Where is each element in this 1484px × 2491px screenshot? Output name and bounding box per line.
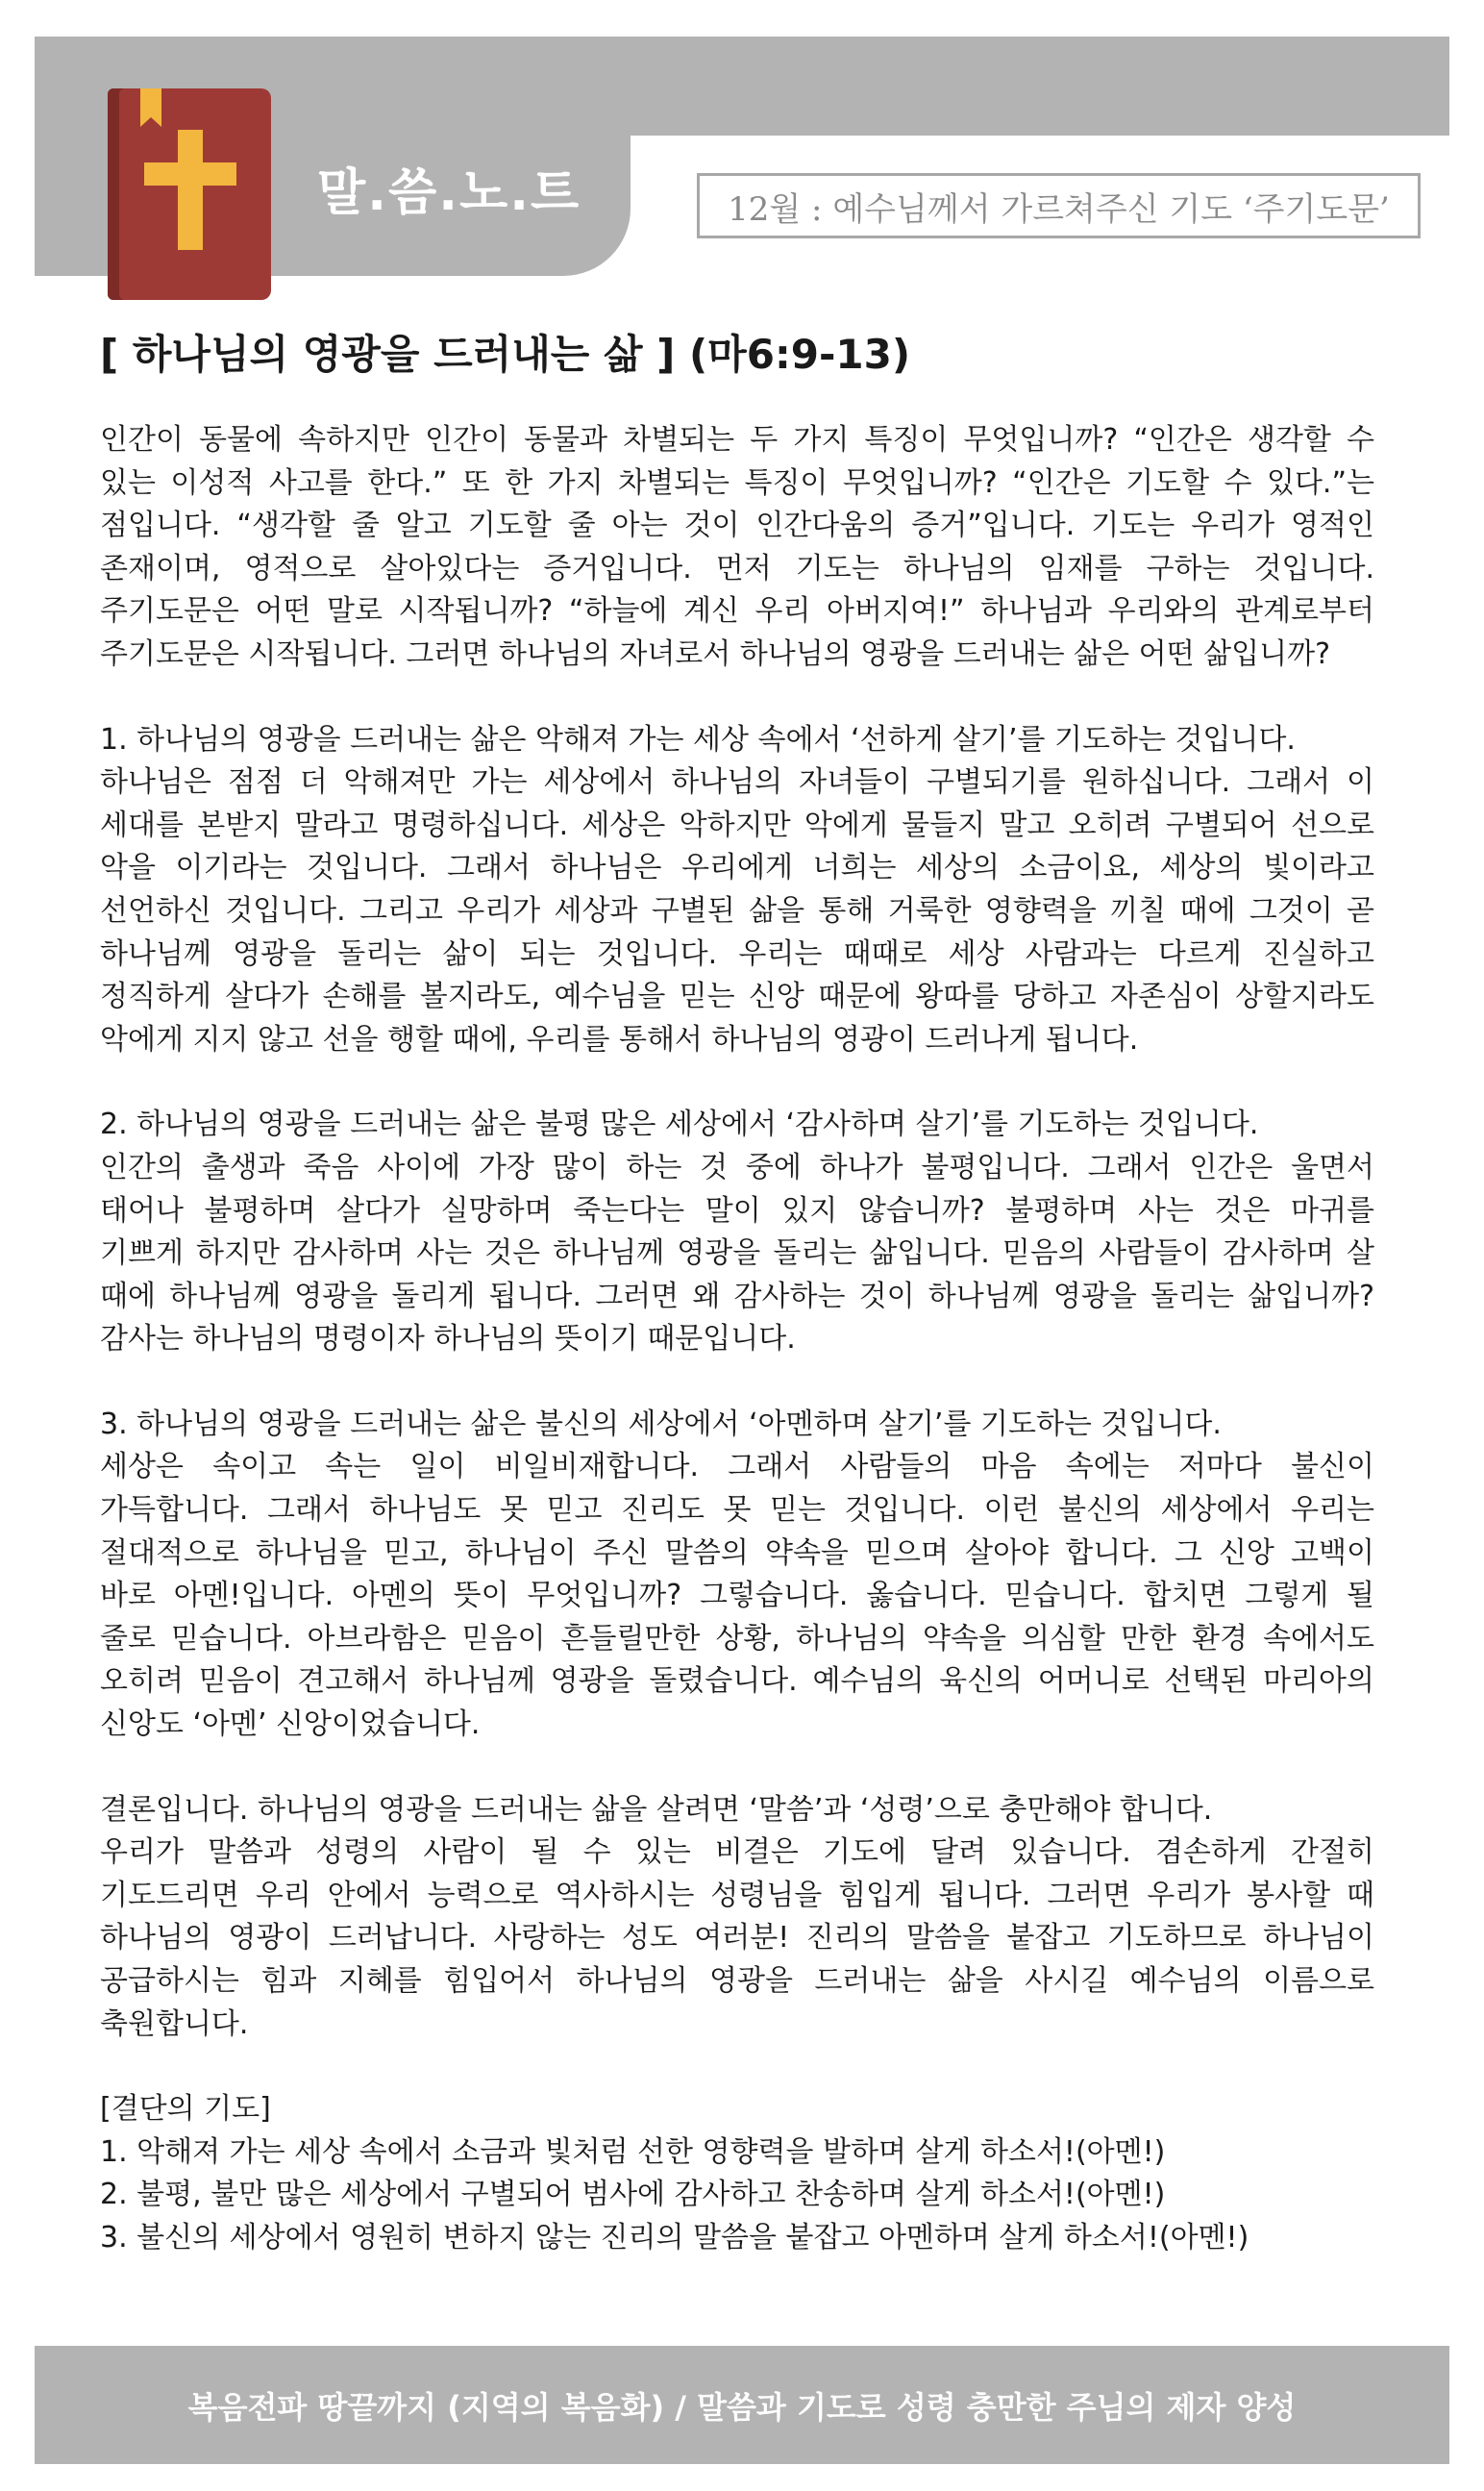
prayer-item: 1. 악해져 가는 세상 속에서 소금과 빛처럼 선한 영향력을 발하며 살게 하소서!(아멘!) (100, 2134, 1166, 2169)
paragraph-line: 오히려 믿음이 견고해서 하나님께 영광을 돌렸습니다. 예수님의 육신의 어머니로 선택된 마리아의 (100, 1664, 1374, 1699)
paragraph-line: 우리가 말씀과 성령의 사람이 될 수 있는 비결은 기도에 달려 있습니다. 겸손하게 간절히 (100, 1835, 1374, 1870)
paragraph-line: 악에게 지지 않고 선을 행할 때에, 우리를 통해서 하나님의 영광이 드러나게 됩니다. (100, 1022, 1139, 1057)
paragraph-line: 가득합니다. 그래서 하나님도 못 믿고 진리도 못 믿는 것입니다. 이런 불신의 세상에서 우리는 (100, 1493, 1374, 1528)
point-heading: 2. 하나님의 영광을 드러내는 삶은 불평 많은 세상에서 ‘감사하며 살기’를 기도하는 것입니다. (100, 1108, 1259, 1142)
paragraph-line: 태어나 불평하며 살다가 실망하며 죽는다는 말이 있지 않습니까? 불평하며 사는 것은 마귀를 (100, 1193, 1374, 1228)
paragraph-line: 세대를 본받지 말라고 명령하십니다. 세상은 악하지만 악에게 물들지 말고 오히려 구별되어 선으로 (100, 808, 1374, 842)
month-theme-label: 12월 : 예수님께서 가르쳐주신 기도 ‘주기도문’ (697, 173, 1421, 238)
point-heading: 결론입니다. 하나님의 영광을 드러내는 삶을 살려면 ‘말씀’과 ‘성령’으로 충만해야 합니다. (100, 1792, 1213, 1827)
paragraph-line: 점입니다. “생각할 줄 알고 기도할 줄 아는 것이 인간다움의 증거”입니다. 기도는 우리가 영적인 (100, 509, 1374, 543)
prayer-item: 2. 불평, 불만 많은 세상에서 구별되어 범사에 감사하고 찬송하며 살게 하소서!(아멘!) (100, 2178, 1166, 2212)
point-3-paragraph (100, 1404, 1374, 1747)
paragraph-line: 때에 하나님께 영광을 돌리게 됩니다. 그러면 왜 감사하는 것이 하나님께 영광을 돌리는 삶입니까? (100, 1279, 1374, 1313)
paragraph-line: 기쁘게 하지만 감사하며 사는 것은 하나님께 영광을 돌리는 삶입니다. 믿음의 사람들이 감사하며 살 (100, 1236, 1374, 1271)
paragraph-line: 축원합니다. (100, 2006, 249, 2041)
paragraph-line: 하나님께 영광을 돌리는 삶이 되는 것입니다. 우리는 때때로 세상 사람과는 다르게 진실하고 (100, 936, 1374, 971)
bookmark-icon (140, 88, 161, 127)
paragraph-line: 존재이며, 영적으로 살아있다는 증거입니다. 먼저 기도는 하나님의 임재를 구하는 것입니다. (100, 551, 1374, 585)
paragraph-line: 인간의 출생과 죽음 사이에 가장 많이 하는 것 중에 하나가 불평입니다. 그래서 인간은 울면서 (100, 1150, 1374, 1184)
intro-paragraph (100, 419, 1374, 677)
paragraph-line: 바로 아멘!입니다. 아멘의 뜻이 무엇입니까? 그렇습니다. 옳습니다. 믿습니다. 합치면 그렇게 될 (100, 1579, 1374, 1613)
bible-cross-icon (108, 88, 271, 300)
paragraph-line: 주기도문은 시작됩니다. 그러면 하나님의 자녀로서 하나님의 영광을 드러내는 삶은 어떤 삶입니까? (100, 636, 1331, 671)
sermon-content (100, 323, 1374, 2260)
paragraph-line: 기도드리면 우리 안에서 능력으로 역사하시는 성령님을 힘입게 됩니다. 그러면 우리가 봉사할 때 (100, 1878, 1374, 1912)
point-heading: 1. 하나님의 영광을 드러내는 삶은 악해져 가는 세상 속에서 ‘선하게 살기’를 기도하는 것입니다. (100, 722, 1296, 757)
cross-icon (178, 130, 203, 250)
paragraph-line: 신앙도 ‘아멘’ 신앙이었습니다. (100, 1707, 481, 1742)
paragraph-line: 선언하신 것입니다. 그리고 우리가 세상과 구별된 삶을 통해 거룩한 영향력을 끼칠 때에 그것이 곧 (100, 893, 1374, 928)
paragraph-line: 절대적으로 하나님을 믿고, 하나님이 주신 말씀의 약속을 믿으며 살아야 합니다. 그 신앙 고백이 (100, 1535, 1374, 1570)
paragraph-line: 악을 이기라는 것입니다. 그래서 하나님은 우리에게 너희는 세상의 소금이요, 세상의 빛이라고 (100, 851, 1374, 885)
point-1-paragraph (100, 719, 1374, 1062)
paragraph-line: 세상은 속이고 속는 일이 비일비재합니다. 그래서 사람들의 마음 속에는 저마다 불신이 (100, 1450, 1374, 1484)
paragraph-line: 감사는 하나님의 명령이자 하나님의 뜻이기 때문입니다. (100, 1322, 796, 1357)
paragraph-line: 하나님은 점점 더 악해져만 가는 세상에서 하나님의 자녀들이 구별되기를 원하십니다. 그래서 이 (100, 765, 1374, 800)
paragraph-line: 있는 이성적 사고를 한다.” 또 한 가지 차별되는 특징이 무엇입니까? “인간은 기도할 수 있다.”는 (100, 465, 1374, 500)
prayer-heading: [결단의 기도] (100, 2092, 271, 2127)
paragraph-line: 주기도문은 어떤 말로 시작됩니까? “하늘에 계신 우리 아버지여!” 하나님과 우리와의 관계로부터 (100, 594, 1374, 629)
point-2-paragraph (100, 1104, 1374, 1361)
prayer-list (100, 2088, 1374, 2259)
paragraph-line: 정직하게 살다가 손해를 볼지라도, 예수님을 믿는 신앙 때문에 왕따를 당하고 자존심이 상할지라도 (100, 980, 1374, 1014)
paragraph-line: 줄로 믿습니다. 아브라함은 믿음이 흔들릴만한 상황, 하나님의 약속을 의심할 만한 환경 속에서도 (100, 1621, 1374, 1656)
prayer-item: 3. 불신의 세상에서 영원히 변하지 않는 진리의 말씀을 붙잡고 아멘하며 살게 하소서!(아멘!) (100, 2220, 1249, 2254)
paragraph-line: 인간이 동물에 속하지만 인간이 동물과 차별되는 두 가지 특징이 무엇입니까? “인간은 생각할 수 (100, 423, 1374, 457)
point-heading: 3. 하나님의 영광을 드러내는 삶은 불신의 세상에서 ‘아멘하며 살기’를 기도하는 것입니다. (100, 1407, 1222, 1441)
section-title: 말.씀.노.트 (317, 164, 581, 222)
sermon-title: [ 하나님의 영광을 드러내는 삶 ] (마6:9-13) (100, 331, 911, 378)
conclusion-paragraph (100, 1789, 1374, 2047)
paragraph-line: 하나님의 영광이 드러납니다. 사랑하는 성도 여러분! 진리의 말씀을 붙잡고 기도하므로 하나님이 (100, 1921, 1374, 1955)
cross-icon-bar (144, 162, 236, 186)
footer-slogan: 복음전파 땅끝까지 (지역의 복음화) / 말씀과 기도로 성령 충만한 주님의 제자 양성 (35, 2346, 1449, 2464)
paragraph-line: 공급하시는 힘과 지혜를 힘입어서 하나님의 영광을 드러내는 삶을 사시길 예수님의 이름으로 (100, 1964, 1374, 1998)
